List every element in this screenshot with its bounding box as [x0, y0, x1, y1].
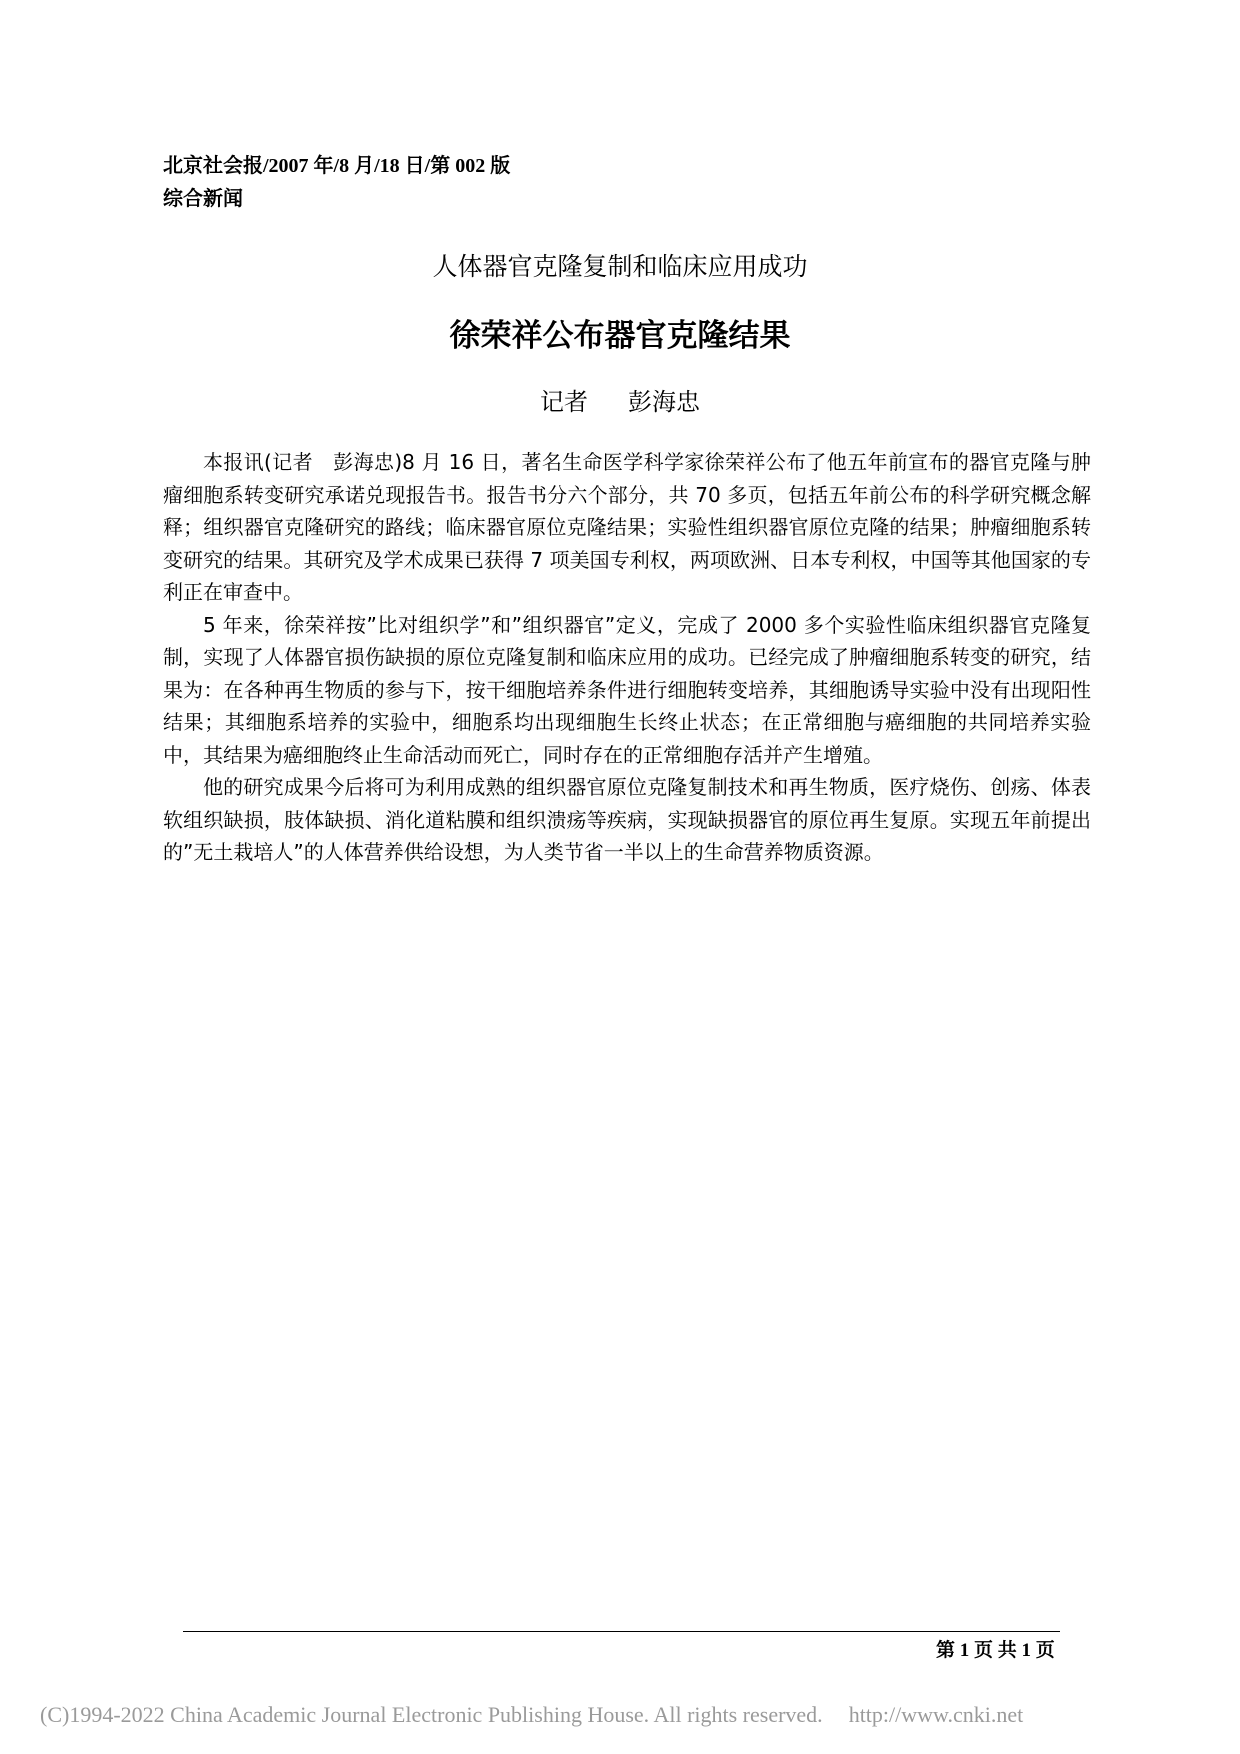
- copyright-notice: [40, 1700, 1023, 1730]
- paragraph: 5 年来，徐荣祥按”比对组织学”和”组织器官”定义，完成了 2000 多个实验性临床组织器官克隆复制，实现了人体器官损伤缺损的原位克隆复制和临床应用的成功。已经完成了肿瘤细胞系转变的研究，结果为：在各种再生物质的参与下，按干细胞培养条件进行细胞转变培养，其细胞诱导实验中没有出现阳性结果；其细胞系培养的实验中，细胞系均出现细胞生长终止状态；在正常细胞与癌细胞的共同培养实验中，其结果为癌细胞终止生命活动而死亡，同时存在的正常细胞存活并产生增殖。: [163, 612, 1091, 767]
- article-subtitle: 人体器官克隆复制和临床应用成功: [432, 252, 808, 281]
- article-title: 徐荣祥公布器官克隆结果: [449, 318, 791, 354]
- byline-author: 彭海忠: [628, 388, 700, 416]
- article-body: [163, 446, 1091, 869]
- paragraph: 本报讯(记者 彭海忠)8 月 16 日，著名生命医学科学家徐荣祥公布了他五年前宣布的器官克隆与肿瘤细胞系转变研究承诺兑现报告书。报告书分六个部分，共 70 多页，包括五年前公布的科学研究概念解释；组织器官克隆研究的路线；临床器官原位克隆结果；实验性组织器官原位克隆的结果；肿瘤细胞系转变研究的结果。其研究及学术成果已获得 7 项美国专利权，两项欧洲、日本专利权，中国等其他国家的专利正在审查中。: [163, 450, 1091, 604]
- paragraph: 他的研究成果今后将可为利用成熟的组织器官原位克隆复制技术和再生物质，医疗烧伤、创疡、体表软组织缺损，肢体缺损、消化道粘膜和组织溃疡等疾病，实现缺损器官的原位再生复原。实现五年前提出的”无土栽培人”的人体营养供给设想，为人类节省一半以上的生命营养物质资源。: [163, 775, 1091, 864]
- copyright-text: (C)1994-2022 China Academic Journal Electronic Publishing House. All rights reserved.: [40, 1702, 823, 1727]
- section-name: 综合新闻: [163, 186, 243, 210]
- publication-source: 北京社会报/2007 年/8 月/18 日/第 002 版: [163, 155, 511, 177]
- footer-divider: [183, 1631, 1060, 1632]
- byline-label: 记者: [540, 388, 588, 416]
- page-number: 第 1 页 共 1 页: [936, 1640, 1055, 1661]
- byline: [0, 386, 1240, 418]
- website-url: http://www.cnki.net: [848, 1702, 1024, 1727]
